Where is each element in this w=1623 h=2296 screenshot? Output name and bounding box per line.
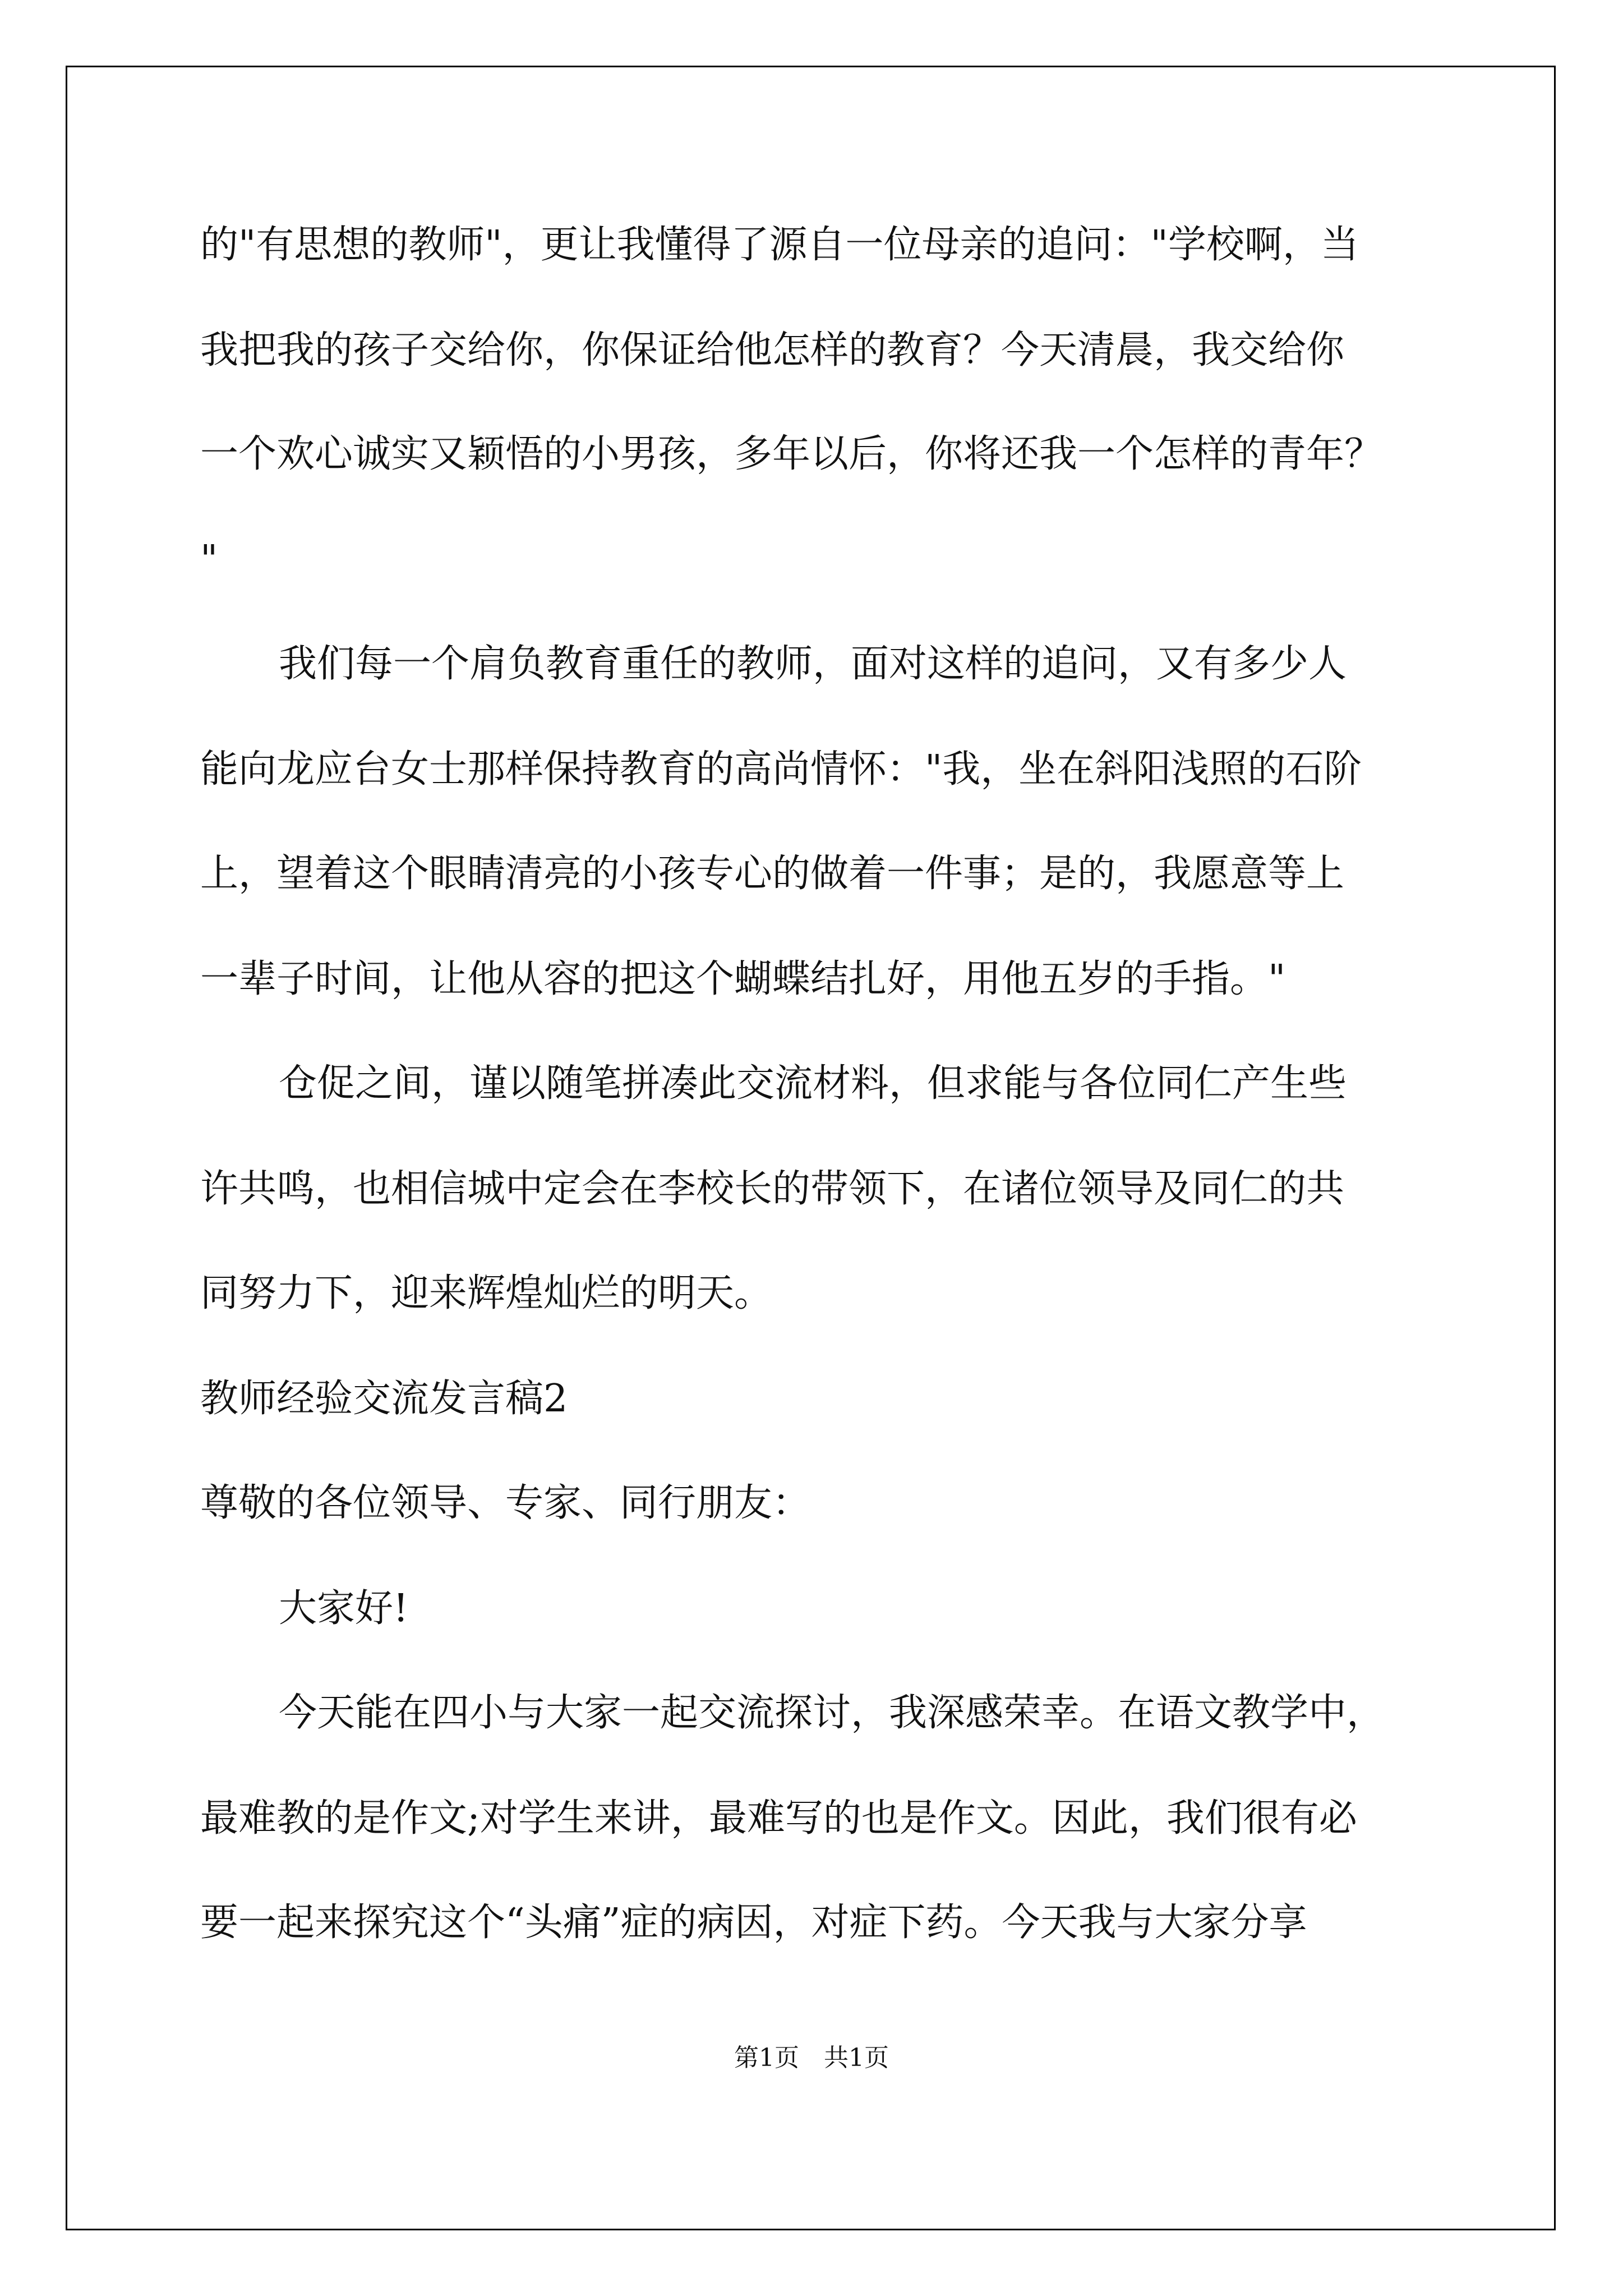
paragraph-first-line: 仓促之间，谨以随笔拼凑此交流材料，但求能与各位同仁产生些 bbox=[279, 1061, 1347, 1106]
body-line: 一辈子时间，让他从容的把这个蝴蝶结扎好，用他五岁的手指。" bbox=[200, 957, 1286, 1001]
body-line: 最难教的是作文;对学生来讲，最难写的也是作文。因此，我们很有必 bbox=[200, 1796, 1357, 1841]
paragraph-first-line: 今天能在四小与大家一起交流探讨，我深感荣幸。在语文教学中， bbox=[279, 1691, 1385, 1735]
greeting: 大家好! bbox=[279, 1586, 409, 1631]
body-line: 能向龙应台女士那样保持教育的高尚情怀："我，坐在斜阳浅照的石阶 bbox=[200, 747, 1362, 792]
salutation: 尊敬的各位领导、专家、同行朋友： bbox=[200, 1481, 811, 1525]
body-line: 一个欢心诚实又颖悟的小男孩，多年以后，你将还我一个怎样的青年？ bbox=[200, 432, 1383, 476]
section-heading: 教师经验交流发言稿2 bbox=[200, 1377, 568, 1421]
body-line: 的"有思想的教师"，更让我懂得了源自一位母亲的追问："学校啊，当 bbox=[200, 223, 1359, 267]
body-line: 我把我的孩子交给你，你保证给他怎样的教育？今天清晨，我交给你 bbox=[200, 328, 1345, 372]
body-line: 上，望着这个眼睛清亮的小孩专心的做着一件事；是的，我愿意等上 bbox=[200, 852, 1345, 896]
page-number-footer: 第1页 共1页 bbox=[734, 2044, 889, 2072]
body-line: 许共鸣，也相信城中定会在李校长的带领下，在诸位领导及同仁的共 bbox=[200, 1167, 1345, 1211]
paragraph-first-line: 我们每一个肩负教育重任的教师，面对这样的追问，又有多少人 bbox=[279, 642, 1347, 686]
body-line: 要一起来探究这个“头痛”症的病因，对症下药。今天我与大家分享 bbox=[200, 1901, 1307, 1945]
body-line: " bbox=[200, 537, 218, 582]
body-line: 同努力下，迎来辉煌灿烂的明天。 bbox=[200, 1271, 773, 1315]
